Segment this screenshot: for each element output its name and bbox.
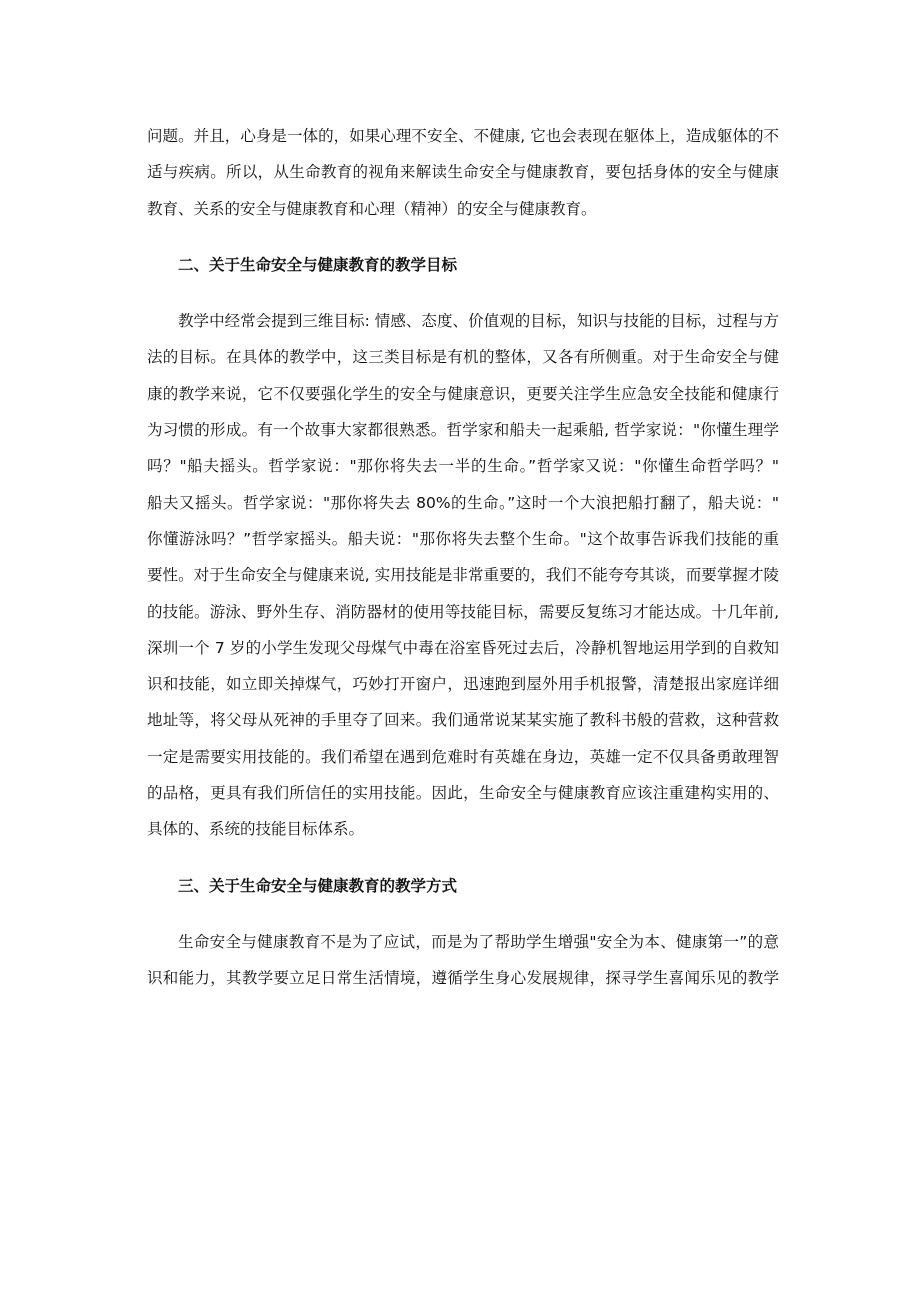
spacer (147, 848, 779, 868)
text-line: 的品格，更具有我们所信任的实用技能。因此，生命安全与健康教育应该注重建构实用的、 (147, 784, 779, 803)
text-line: 深圳一个 7 岁的小学生发现父母煤气中毒在浴室昏死过去后，冷静机智地运用学到的自救知 (147, 638, 779, 657)
paragraph-2 (147, 303, 779, 847)
text-line: 适与疾病。所以，从生命教育的视角来解读生命安全与健康教育，要包括身体的安全与健康 (147, 163, 779, 182)
text-line: 要性。对于生命安全与健康来说, 实用技能是非常重要的，我们不能夸夸其谈，而要掌握才陵 (147, 566, 779, 585)
spacer (147, 904, 779, 924)
spacer (147, 283, 779, 303)
paragraph-3 (147, 924, 779, 997)
text-line: 问题。并且，心身是一体的，如果心理不安全、不健康, 它也会表现在躯体上，造成躯体的不 (147, 127, 779, 145)
text-line: 一定是需要实用技能的。我们希望在遇到危难时有英雄在身边，英雄一定不仅具备勇敢理智 (147, 747, 779, 766)
paragraph-1 (147, 118, 779, 227)
text-line: 你懂游泳吗？”哲学家摇头。船夫说："那你将失去整个生命。"这个故事告诉我们技能的重 (147, 529, 779, 548)
section-heading-3: 三、关于生命安全与健康教育的教学方式 (178, 876, 458, 895)
text-line: 的技能。游泳、野外生存、消防器材的使用等技能目标，需要反复练习才能达成。十几年前, (147, 602, 779, 621)
text-line: 船夫又摇头。哲学家说："那你将失去 80%的生命。”这时一个大浪把船打翻了，船夫说：" (147, 493, 779, 512)
text-line: 为习惯的形成。有一个故事大家都很熟悉。哲学家和船夫一起乘船, 哲学家说："你懂生理学 (147, 421, 779, 440)
text-line: 具体的、系统的技能目标体系。 (147, 820, 365, 839)
text-line: 康的教学来说，它不仅要强化学生的安全与健康意识，更要关注学生应急安全技能和健康行 (147, 384, 779, 403)
text-line: 吗？"船夫摇头。哲学家说："那你将失去一半的生命。”哲学家又说："你懂生命哲学吗？" (147, 457, 779, 476)
spacer (147, 227, 779, 247)
text-line: 地址等，将父母从死神的手里夺了回来。我们通常说某某实施了教科书般的营救，这种营救 (147, 711, 779, 730)
text-line: 生命安全与健康教育不是为了应试，而是为了帮助学生增强"安全为本、健康第一”的意 (178, 932, 779, 951)
section-heading-2: 二、关于生命安全与健康教育的教学目标 (178, 255, 458, 274)
text-line: 法的目标。在具体的教学中，这三类目标是有机的整体，又各有所侧重。对于生命安全与健 (147, 348, 779, 367)
text-line: 教学中经常会提到三维目标: 情感、态度、价值观的目标，知识与技能的目标，过程与方 (178, 312, 779, 331)
text-line: 识和技能，如立即关掉煤气，巧妙打开窗户，迅速跑到屋外用手机报警，清楚报出家庭详细 (147, 675, 779, 694)
document-page (147, 118, 779, 997)
text-line: 识和能力，其教学要立足日常生活情境，遵循学生身心发展规律，探寻学生喜闻乐见的教学 (147, 969, 779, 988)
text-line: 教育、关系的安全与健康教育和心理（精神）的安全与健康教育。 (147, 199, 597, 218)
